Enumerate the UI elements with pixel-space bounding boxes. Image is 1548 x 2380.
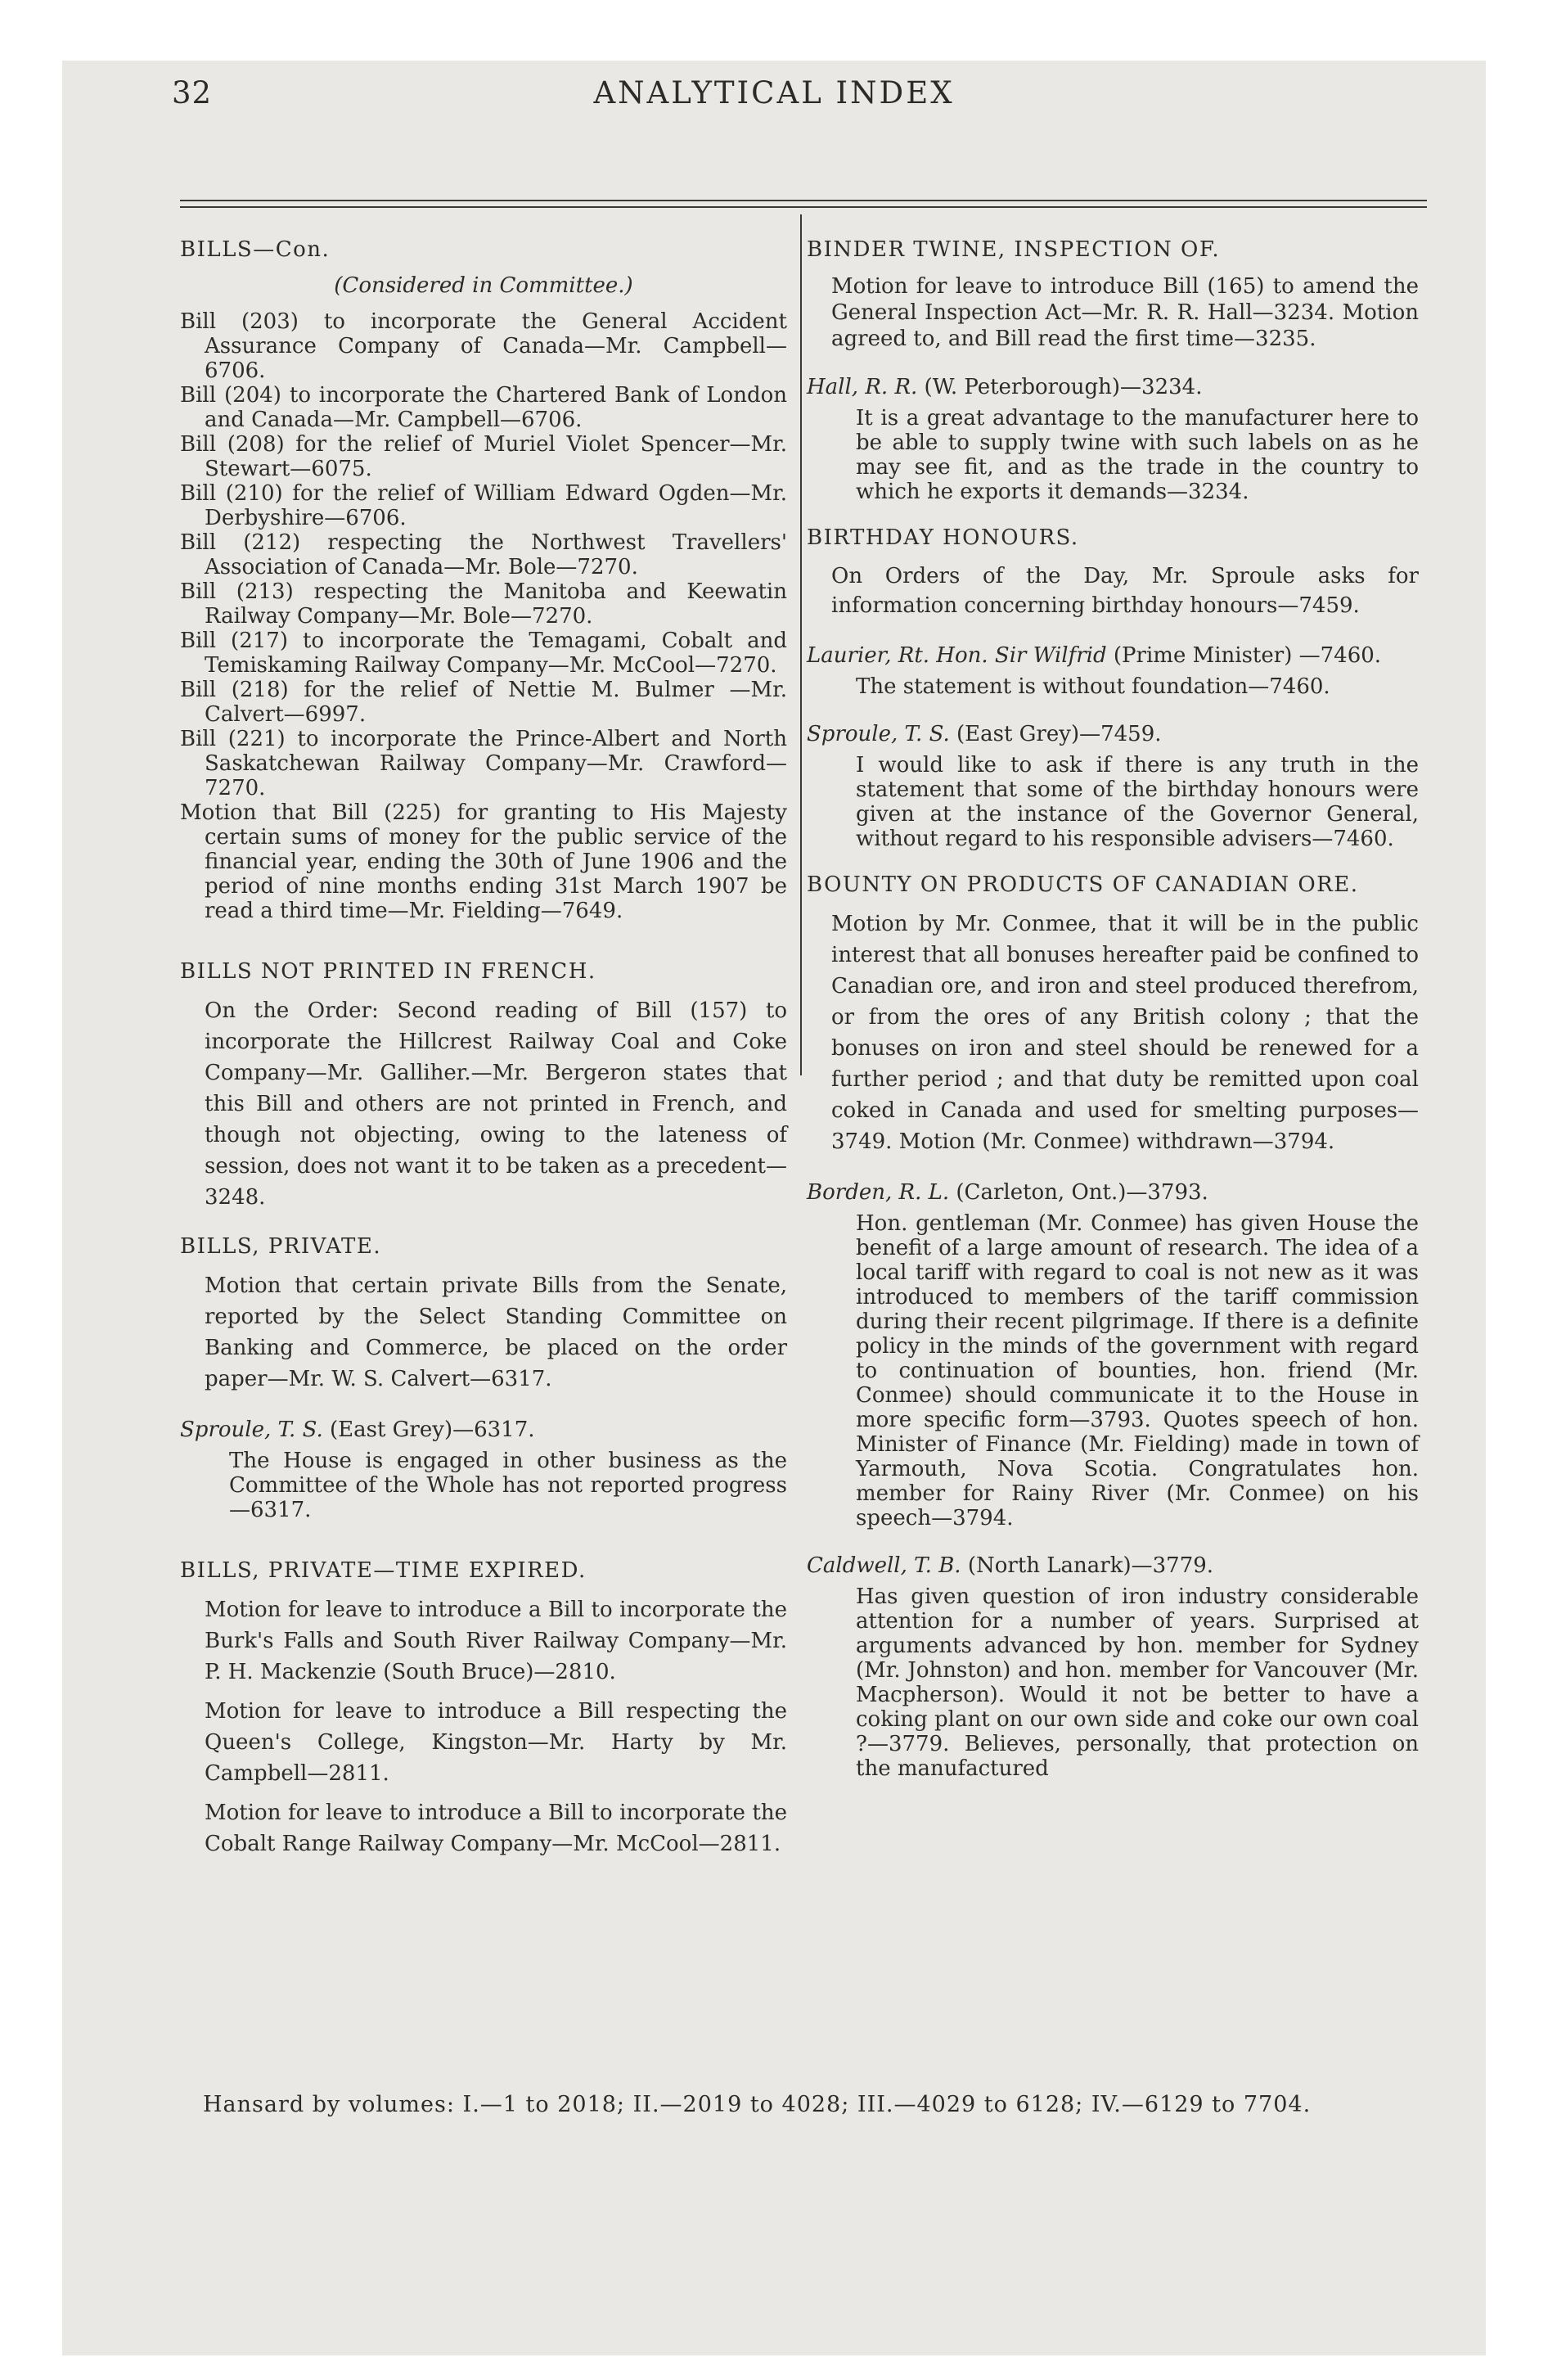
bills-con-list [180,309,787,923]
speaker-name: Laurier, Rt. Hon. Sir Wilfrid [807,643,1107,668]
speaker-riding: (North Lanark)—3779. [967,1553,1214,1578]
speaker-quote: Has given question of iron industry considerable attention for a number of years. Surprised at arguments advanced by hon. member for Sydney (Mr. Johnston) and hon. member for Vancouver (Mr. Macpherson). Would it not be better to have a coking plant on our own side and coke our own coal ?—3779. Believes, personally, that protection on the manufactured [856,1584,1419,1781]
speaker-riding: (East Grey)—7459. [956,722,1162,746]
speaker-name: Sproule, T. S. [807,722,950,746]
section-heading-private: BILLS, PRIVATE. [180,1234,382,1259]
right-column [807,237,1419,1781]
speaker-quote: Hon. gentleman (Mr. Conmee) has given House the benefit of a large amount of research. The idea of a local tariff with regard to coal is not new as it was introduced to members of the tariff commission during their recent pilgrimage. If there is a definite policy in the minds of the government with regard to continuation of bounties, hon. friend (Mr. Conmee) should communicate it to the House in more specific form—3793. Quotes speech of hon. Minister of Finance (Mr. Fielding) made in town of Yarmouth, Nova Scotia. Congratulates hon. member for Rainy River (Mr. Conmee) on his speech—3794. [856,1211,1419,1530]
list-item: Bill (218) for the relief of Nettie M. Bulmer —Mr. Calvert—6997. [180,678,787,727]
column-divider [800,214,802,1075]
speaker-name: Sproule, T. S. [180,1418,323,1442]
header-rule-bottom [180,206,1427,208]
speaker-line [807,1180,1419,1205]
speaker-quote: It is a great advantage to the manufacturer here to be able to supply twine with such labels on as he may see fit, and as the trade in the country to which he exports it demands—3234. [856,406,1419,504]
speaker-name: Caldwell, T. B. [807,1553,961,1578]
section-heading-not-printed: BILLS NOT PRINTED IN FRENCH. [180,959,596,984]
volume-footnote: Hansard by volumes: I.—1 to 2018; II.—2019 to 4028; III.—4029 to 6128; IV.—6129 to 7704. [203,2092,1312,2117]
not-printed-text: On the Order: Second reading of Bill (157) to incorporate the Hillcrest Railway Coal and Coke Company—Mr. Galliher.—Mr. Bergeron states that this Bill and others are not printed in French, and though not objecting, owing to the lateness of session, does not want it to be taken as a precedent—3248. [205,998,787,1210]
birthday-text: On Orders of the Day, Mr. Sproule asks for information concerning birthday honours—7459. [831,564,1419,618]
speaker-name: Borden, R. L. [807,1180,950,1205]
section-heading-binder: BINDER TWINE, INSPECTION OF. [807,237,1221,262]
binder-text: Motion for leave to introduce Bill (165) to amend the General Inspection Act—Mr. R. R. Hall—3234. Motion agreed to, and Bill read the first time—3235. [831,274,1419,351]
bounty-text: Motion by Mr. Conmee, that it will be in the public interest that all bonuses hereafter paid be confined to Canadian ore, and iron and steel produced therefrom, or from the ores of any British colony ; that the bonuses on iron and steel should be renewed for a further period ; and that duty be remitted upon coal coked in Canada and used for smelting purposes—3749. Motion (Mr. Conmee) withdrawn—3794. [831,912,1419,1154]
speaker-quote: The statement is without foundation—7460. [856,674,1330,699]
list-item: Bill (210) for the relief of William Edward Ogden—Mr. Derbyshire—6706. [180,481,787,530]
list-item: Bill (217) to incorporate the Temagami, Cobalt and Temiskaming Railway Company—Mr. McCool—7270. [180,629,787,678]
section-heading-bounty: BOUNTY ON PRODUCTS OF CANADIAN ORE. [807,872,1359,897]
page-title: ANALYTICAL INDEX [593,75,955,110]
section-heading-birthday: BIRTHDAY HONOURS. [807,525,1079,550]
list-item: Bill (203) to incorporate the General Accident Assurance Company of Canada—Mr. Campbell—6706. [180,309,787,383]
speaker-line [180,1418,787,1442]
speaker-line [807,643,1419,668]
speaker-quote: I would like to ask if there is any truth in the statement that some of the birthday honours were given at the instance of the Governor General, without regard to his responsible advisers—7460. [856,753,1419,851]
section-heading-private-expired: BILLS, PRIVATE—TIME EXPIRED. [180,1558,587,1583]
subheading-considered: (Considered in Committee.) [334,273,633,298]
left-column [180,237,787,1859]
page-header [113,75,1435,124]
speaker-line [807,375,1419,399]
list-item: Motion that Bill (225) for granting to His Majesty certain sums of money for the public service of the financial year, ending the 30th of June 1906 and the period of nine months ending 31st March 1907 be read a third time—Mr. Fielding—7649. [180,800,787,923]
speaker-name: Hall, R. R. [807,375,918,399]
list-item: Motion for leave to introduce a Bill respecting the Queen's College, Kingston—Mr. Harty by Mr. Campbell—2811. [205,1699,787,1786]
list-item: Bill (212) respecting the Northwest Travellers' Association of Canada—Mr. Bole—7270. [180,530,787,579]
list-item: Motion for leave to introduce a Bill to incorporate the Burk's Falls and South River Railway Company—Mr. P. H. Mackenzie (South Bruce)—2810. [205,1598,787,1684]
speaker-riding: (East Grey)—6317. [329,1418,535,1442]
list-item: Bill (204) to incorporate the Chartered Bank of London and Canada—Mr. Campbell—6706. [180,383,787,432]
list-item: Bill (221) to incorporate the Prince-Albert and North Saskatchewan Railway Company—Mr. Crawford—7270. [180,727,787,800]
list-item: Bill (213) respecting the Manitoba and Keewatin Railway Company—Mr. Bole—7270. [180,579,787,629]
speaker-riding: (Carleton, Ont.)—3793. [956,1180,1208,1205]
speaker-riding: (Prime Minister) —7460. [1113,643,1382,668]
speaker-riding: (W. Peterborough)—3234. [924,375,1203,399]
private-text: Motion that certain private Bills from the Senate, reported by the Select Standing Committee on Banking and Commerce, be placed on the order paper—Mr. W. S. Calvert—6317. [205,1273,787,1391]
speaker-line [807,722,1419,746]
list-item: Motion for leave to introduce a Bill to incorporate the Cobalt Range Railway Company—Mr. McCool—2811. [205,1801,787,1856]
header-rule-top [180,200,1427,201]
list-item: Bill (208) for the relief of Muriel Violet Spencer—Mr. Stewart—6075. [180,432,787,481]
section-heading-bills-con: BILLS—Con. [180,237,331,262]
page-number: 32 [172,75,213,110]
speaker-quote: The House is engaged in other business as the Committee of the Whole has not reported progress—6317. [229,1449,787,1522]
speaker-line [807,1553,1419,1578]
